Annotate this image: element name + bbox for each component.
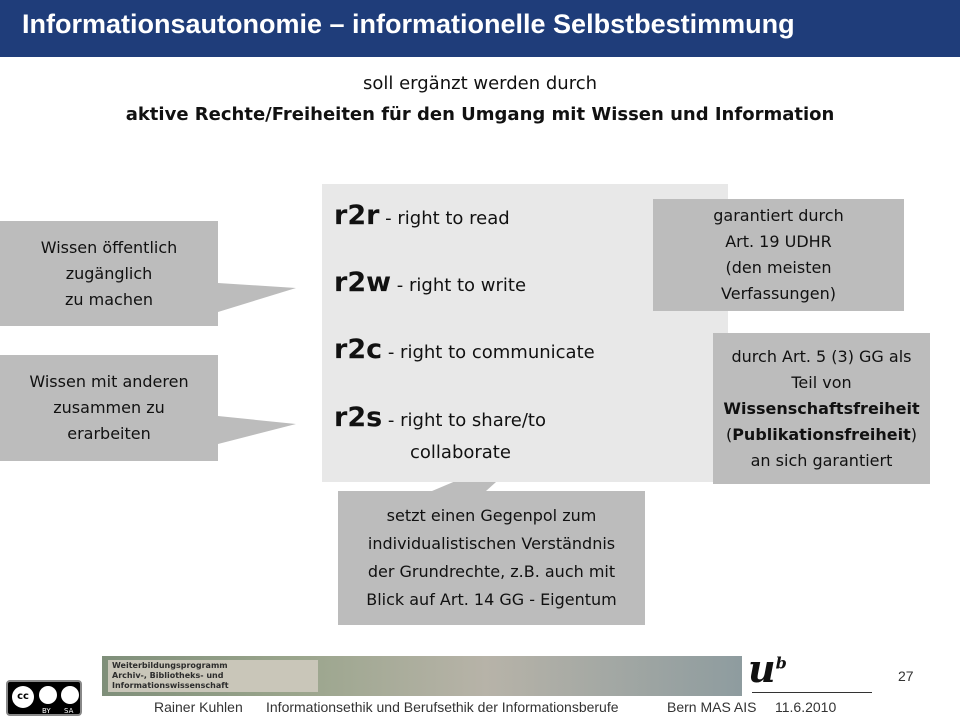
banner-line: Weiterbildungsprogramm — [112, 661, 228, 670]
callout-bold-term: Publikationsfreiheit — [732, 424, 911, 444]
page-number: 27 — [898, 668, 914, 684]
right-r2s-continuation: collaborate — [410, 442, 511, 463]
program-banner — [102, 656, 742, 696]
university-logo — [748, 646, 787, 691]
callout-line: zugänglich — [65, 263, 153, 283]
footer-event: Bern MAS AIS — [667, 699, 757, 715]
cc-icon: cc — [12, 686, 34, 708]
subtitle-line-1: soll ergänzt werden durch — [362, 73, 598, 94]
uni-logo-sup: b — [775, 653, 787, 673]
callout-line: Art. 19 UDHR — [725, 232, 832, 251]
footer-course: Informationsethik und Berufsethik der Informationsberufe — [266, 699, 619, 715]
paren-open: ( — [725, 424, 733, 444]
attribution-icon — [39, 686, 57, 704]
right-desc: - right to communicate — [382, 342, 595, 363]
callout-line: Blick auf Art. 14 GG - Eigentum — [366, 590, 617, 609]
callout-line: Teil von — [791, 372, 852, 392]
callout-line: zusammen zu — [53, 398, 165, 417]
right-desc: - right to share/to — [382, 410, 546, 431]
slide-title: Informationsautonomie – informationelle Selbstbestimmung — [22, 9, 795, 39]
callout-line: setzt einen Gegenpol zum — [386, 506, 597, 525]
license-sa-label: SA — [64, 707, 74, 715]
right-code: r2s — [334, 402, 383, 433]
right-desc: - right to write — [391, 275, 527, 296]
right-code: r2c — [334, 334, 383, 365]
pointer-left-top — [218, 283, 296, 312]
subtitle-line-2: aktive Rechte/Freiheiten für den Umgang mit Wissen und Information — [125, 104, 835, 125]
banner-text — [108, 660, 318, 692]
callout-line: garantiert durch — [713, 206, 844, 225]
callout-line — [713, 422, 930, 448]
callout-line: Wissen öffentlich — [40, 237, 178, 257]
paren-close: ) — [910, 424, 918, 444]
callout-line: an sich garantiert — [750, 450, 893, 470]
right-code: r2r — [334, 200, 380, 231]
right-r2s — [334, 402, 546, 433]
callout-line: Verfassungen) — [721, 284, 836, 303]
callout-line: (den meisten — [725, 258, 832, 277]
right-r2r — [334, 200, 510, 231]
callout-right-top — [653, 199, 904, 311]
footer-author: Rainer Kuhlen — [154, 699, 243, 715]
banner-line: Informationswissenschaft — [112, 681, 229, 690]
callout-line: Wissen mit anderen — [29, 372, 189, 391]
callout-bottom — [338, 491, 645, 625]
callout-left-top — [0, 221, 218, 326]
callout-line: individualistischen Verständnis — [367, 534, 616, 553]
callout-line: der Grundrechte, z.B. auch mit — [367, 562, 616, 581]
uni-logo-letter: u — [748, 646, 776, 691]
callout-left-bottom — [0, 355, 218, 461]
share-alike-icon — [61, 686, 79, 704]
pointer-left-bottom — [218, 416, 296, 444]
right-r2w — [334, 267, 526, 298]
right-r2c — [334, 334, 595, 365]
callout-line: erarbeiten — [67, 424, 151, 443]
callout-right-middle — [713, 333, 930, 484]
callout-line: zu machen — [65, 289, 153, 309]
license-by-label: BY — [42, 707, 51, 715]
cc-license-logo — [6, 680, 82, 716]
callout-line-bold: Wissenschaftsfreiheit — [723, 398, 920, 418]
right-code: r2w — [334, 267, 392, 298]
footer-divider — [752, 692, 872, 693]
right-desc: - right to read — [379, 208, 510, 229]
callout-line: durch Art. 5 (3) GG als — [731, 346, 912, 366]
banner-line: Archiv-, Bibliotheks- und — [112, 671, 224, 680]
footer-date: 11.6.2010 — [775, 699, 837, 715]
